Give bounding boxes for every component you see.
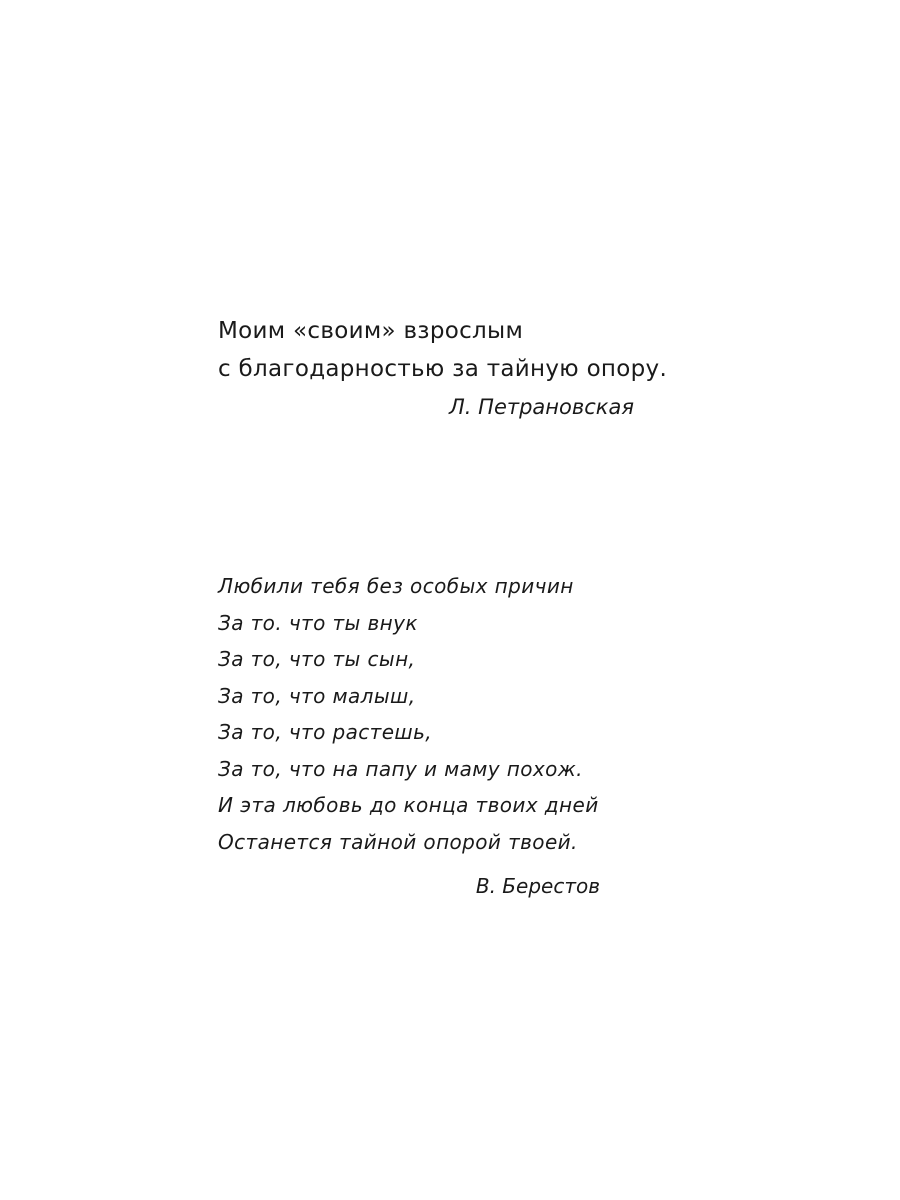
poem-line: И эта любовь до конца твоих дней	[218, 793, 599, 817]
dedication-author: Л. Петрановская	[449, 395, 634, 419]
poem-line: За то, что на папу и маму похож.	[218, 756, 583, 781]
poem-author: В. Берестов	[475, 874, 600, 898]
poem-line: За то. что ты внук	[218, 610, 418, 635]
epigraph-poem	[218, 568, 600, 901]
dedication-block	[218, 312, 668, 422]
poem-line: За то, что малыш,	[218, 683, 416, 708]
poem-line: Любили тебя без особых причин	[218, 574, 574, 598]
poem-line: За то, что ты сын,	[218, 647, 416, 671]
poem-line: За то, что растешь,	[218, 720, 433, 744]
dedication-line: Моим «своим» взрослым	[218, 318, 524, 344]
dedication-line: с благодарностью за тайную опору.	[218, 356, 668, 382]
poem-line: Останется тайной опорой твоей.	[218, 829, 578, 854]
